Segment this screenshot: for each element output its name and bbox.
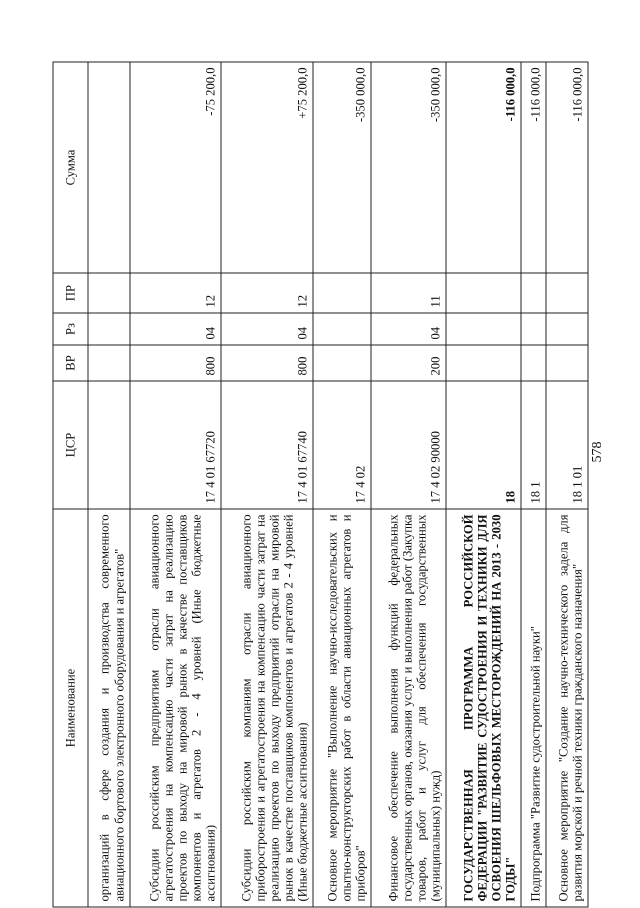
row-rz: 04	[129, 313, 221, 345]
table-row	[129, 62, 221, 907]
table-row	[221, 62, 313, 907]
row-pr	[521, 273, 546, 313]
row-name: организаций в сфере создания и производства современного авиационного бортового электронного оборудования и агрегатов"	[88, 509, 130, 907]
table-row-program	[446, 62, 521, 907]
row-rz: 04	[221, 313, 313, 345]
row-pr	[546, 273, 588, 313]
row-name: Субсидии российским компаниям отрасли авиационного приборостроения и агрегатостроения на компенсацию части затрат на реализацию проектов по выходу предприятий отрасли на мировой рынок в качестве поставщиков компонентов и агрегатов 2 - 4 уровней (Иные бюджетные ассигнования)	[221, 509, 313, 907]
row-sum: -116 000,0	[446, 62, 521, 273]
row-pr	[88, 273, 130, 313]
row-sum: -116 000,0	[521, 62, 546, 273]
row-name: Основное мероприятие "Выполнение научно-исследовательских и опытно-конструкторских работ в области авиационных агрегатов и приборов"	[313, 509, 371, 907]
row-rz	[546, 313, 588, 345]
row-sum: -116 000,0	[546, 62, 588, 273]
table-row	[313, 62, 371, 907]
row-csr: 17 4 01 67740	[221, 381, 313, 509]
table-row	[88, 62, 130, 907]
row-name: Субсидии российским предприятиям отрасли авиационного агрегатостроения на компенсацию части затрат на реализацию проектов по выходу на мировой рынок в качестве поставщиков компонентов и агрегатов 2 - 4 уровней (Иные бюджетные ассигнования)	[129, 509, 221, 907]
row-sum: -350 000,0	[313, 62, 371, 273]
row-csr: 17 4 01 67720	[129, 381, 221, 509]
row-rz	[446, 313, 521, 345]
row-rz	[521, 313, 546, 345]
row-sum	[88, 62, 130, 273]
row-vr	[313, 345, 371, 381]
budget-table	[52, 62, 588, 908]
row-sum: -75 200,0	[129, 62, 221, 273]
header-pr: ПР	[53, 273, 88, 313]
budget-table-rotated	[52, 63, 588, 908]
table-row	[371, 62, 446, 907]
row-pr: 12	[129, 273, 221, 313]
table-row	[521, 62, 546, 907]
row-vr	[546, 345, 588, 381]
row-csr: 18	[446, 381, 521, 509]
row-vr: 800	[221, 345, 313, 381]
header-sum: Сумма	[53, 62, 88, 273]
row-name: Финансовое обеспечение выполнения функций федеральных государственных органов, оказания услуг и выполнения работ (Закупка товаров, работ и услуг для обеспечения государственных (муниципальных) нужд)	[371, 509, 446, 907]
row-vr	[88, 345, 130, 381]
page-number: 578	[590, 441, 605, 463]
row-csr: 17 4 02	[313, 381, 371, 509]
header-rz: Рз	[53, 313, 88, 345]
header-vr: ВР	[53, 345, 88, 381]
row-sum: -350 000,0	[371, 62, 446, 273]
row-pr	[446, 273, 521, 313]
row-vr: 200	[371, 345, 446, 381]
row-pr: 12	[221, 273, 313, 313]
row-vr	[521, 345, 546, 381]
row-csr: 17 4 02 90000	[371, 381, 446, 509]
row-name: ГОСУДАРСТВЕННАЯ ПРОГРАММА РОССИЙСКОЙ ФЕДЕРАЦИИ "РАЗВИТИЕ СУДОСТРОЕНИЯ И ТЕХНИКИ ДЛЯ ОСВОЕНИЯ ШЕЛЬФОВЫХ МЕСТОРОЖДЕНИЙ НА 2013 - 2030 ГОДЫ"	[446, 509, 521, 907]
row-vr: 800	[129, 345, 221, 381]
header-csr: ЦСР	[53, 381, 88, 509]
row-name: Основное мероприятие "Создание научно-технического задела для развития морской и речной техники гражданского назначения"	[546, 509, 588, 907]
table-row	[546, 62, 588, 907]
row-pr	[313, 273, 371, 313]
row-csr: 18 1 01	[546, 381, 588, 509]
row-csr	[88, 381, 130, 509]
row-csr: 18 1	[521, 381, 546, 509]
row-name: Подпрограмма "Развитие судостроительной науки"	[521, 509, 546, 907]
row-pr: 11	[371, 273, 446, 313]
row-sum: +75 200,0	[221, 62, 313, 273]
row-vr	[446, 345, 521, 381]
header-name: Наименование	[53, 509, 88, 907]
row-rz	[88, 313, 130, 345]
table-header-row	[53, 62, 88, 907]
row-rz: 04	[371, 313, 446, 345]
row-rz	[313, 313, 371, 345]
